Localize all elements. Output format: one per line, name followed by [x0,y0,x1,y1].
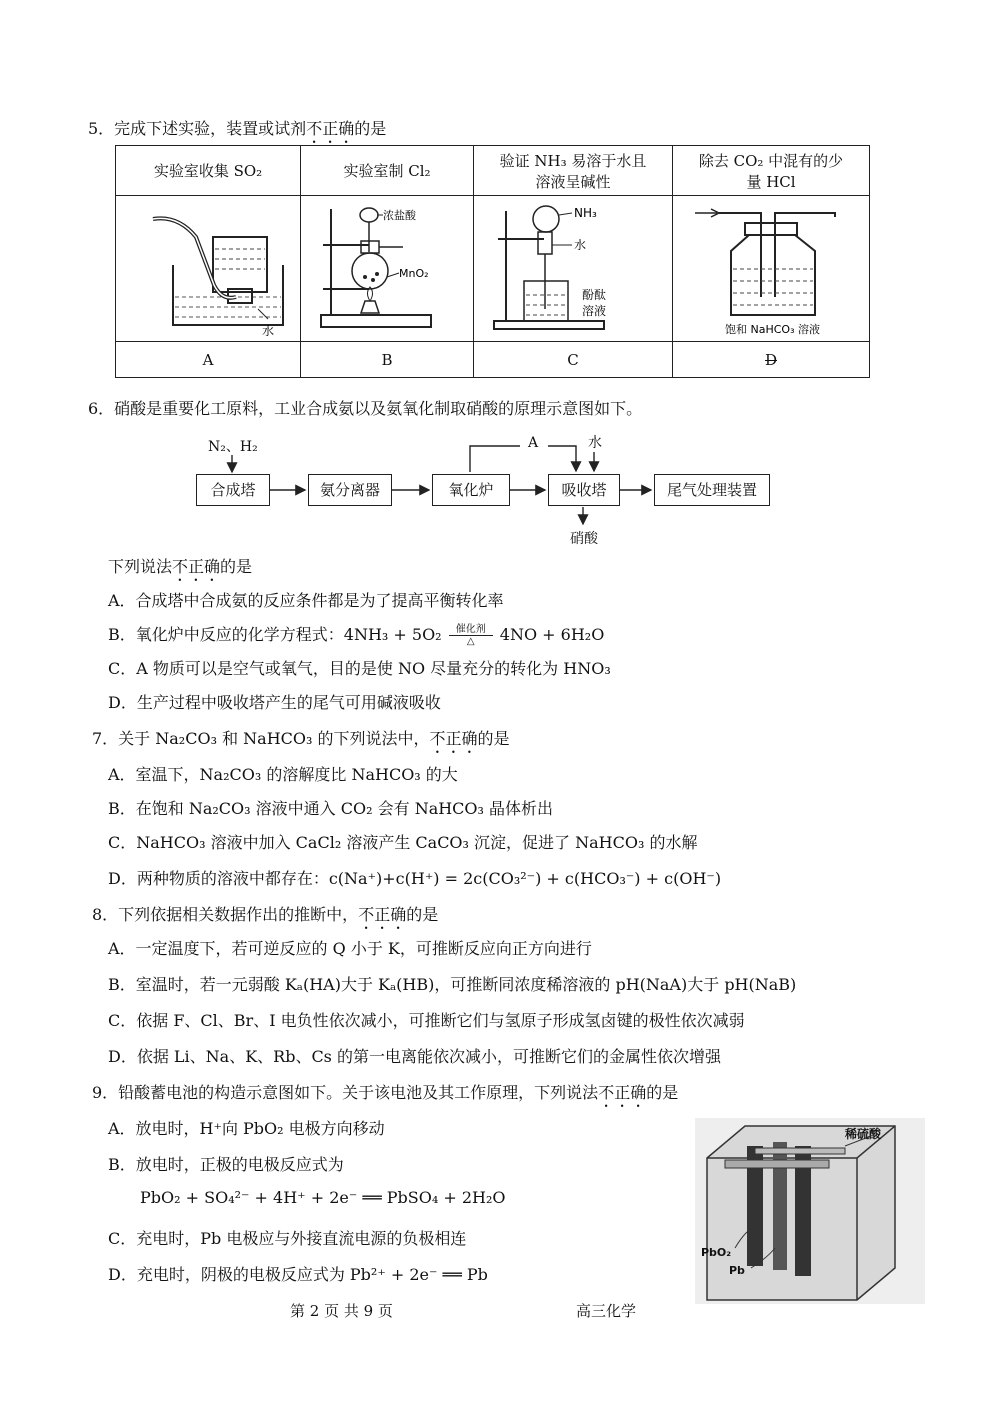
q6-prompt: 下列说法不正确的是 [108,557,253,576]
acid-label-battery: 稀硫酸 [845,1127,882,1141]
q5-stem: 5．完成下述实验，装置或试剂不正确的是 [88,119,387,138]
q8-stem: 8．下列依据相关数据作出的推断中，不正确的是 [92,905,439,924]
q5-label-d: D [673,342,870,378]
flow-water-label: 水 [588,435,602,451]
q6-option-a: A．合成塔中合成氨的反应条件都是为了提高平衡转化率 [108,591,504,610]
q9-option-b: B．放电时，正极的电极反应式为 [108,1155,344,1174]
water-label-c: 水 [574,237,587,252]
indicator-label-2: 溶液 [582,303,607,318]
flow-output-label: 硝酸 [570,531,598,547]
flow-box-separator: 氨分离器 [308,474,392,506]
nahco3-label: 饱和 NaHCO₃ 溶液 [725,322,820,336]
q9-option-d: D．充电时，阴极的电极反应式为 Pb²⁺ + 2e⁻ ══ Pb [108,1265,488,1284]
q6-stem: 6．硝酸是重要化工原料，工业合成氨以及氨氧化制取硝酸的原理示意图如下。 [88,399,643,418]
pb-label: Pb [729,1264,745,1277]
q5-label-c: C [474,342,673,378]
q6-option-b: B．氧化炉中反应的化学方程式：4NH₃ + 5O₂ 催化剂 △ 4NO + 6H₂O [108,624,605,647]
q6-option-d: D．生产过程中吸收塔产生的尾气可用碱液吸收 [108,693,441,712]
nh3-label: NH₃ [574,205,597,220]
q5-header-b: 实验室制 Cl₂ [301,146,474,196]
acid-label: 浓盐酸 [383,208,416,222]
q8-option-a: A．一定温度下，若可逆反应的 Q 小于 K，可推断反应向正方向进行 [108,939,592,958]
page-number: 第 2 页 共 9 页 [290,1302,393,1320]
q7-option-c: C．NaHCO₃ 溶液中加入 CaCl₂ 溶液产生 CaCO₃ 沉淀，促进了 NaHCO₃ 的水解 [108,833,698,852]
q9-stem: 9．铅酸蓄电池的构造示意图如下。关于该电池及其工作原理，下列说法不正确的是 [92,1083,679,1102]
q5-label-a: A [116,342,301,378]
flow-box-oxidizer: 氧化炉 [432,474,510,506]
q5-header-a: 实验室收集 SO₂ [116,146,301,196]
flow-input: N₂、H₂ [208,439,258,455]
flow-a-label: A [528,435,539,451]
water-label: 水 [262,323,275,337]
flow-box-absorber: 吸收塔 [548,474,620,506]
q8-option-d: D．依据 Li、Na、K、Rb、Cs 的第一电离能依次减小，可推断它们的金属性依次增强 [108,1047,721,1066]
flow-box-tailgas: 尾气处理装置 [654,474,770,506]
pbo2-label: PbO₂ [701,1246,732,1259]
indicator-label-1: 酚酞 [582,287,607,302]
flow-arrows [0,0,992,560]
reaction-condition: 催化剂 △ [449,624,493,647]
q7-option-d: D．两种物质的溶液中都存在：c(Na⁺)+c(H⁺) = 2c(CO₃²⁻) + c(HCO₃⁻) + c(OH⁻) [108,869,722,888]
q7-option-a: A．室温下，Na₂CO₃ 的溶解度比 NaHCO₃ 的大 [108,765,458,784]
q7-option-b: B．在饱和 Na₂CO₃ 溶液中通入 CO₂ 会有 NaHCO₃ 晶体析出 [108,799,554,818]
q8-option-b: B．室温时，若一元弱酸 Kₐ(HA)大于 Kₐ(HB)，可推断同浓度稀溶液的 pH(NaA)大于 pH(NaB) [108,975,797,994]
q9-option-b-equation: PbO₂ + SO₄²⁻ + 4H⁺ + 2e⁻ ══ PbSO₄ + 2H₂O [140,1188,506,1207]
mno2-label: MnO₂ [399,266,429,280]
lead-acid-battery-figure [695,1118,925,1304]
q5-header-d: 除去 CO₂ 中混有的少 量 HCl [673,146,870,196]
q7-stem: 7．关于 Na₂CO₃ 和 NaHCO₃ 的下列说法中，不正确的是 [92,729,510,748]
q9-option-a: A．放电时，H⁺向 PbO₂ 电极方向移动 [108,1119,385,1138]
flow-box-synthesis: 合成塔 [196,474,270,506]
q5-header-c: 验证 NH₃ 易溶于水且 溶液呈碱性 [474,146,673,196]
q9-option-c: C．充电时，Pb 电极应与外接直流电源的负极相连 [108,1229,467,1248]
subject-label: 高三化学 [576,1302,637,1320]
q6-option-c: C．A 物质可以是空气或氧气，目的是使 NO 尽量充分的转化为 HNO₃ [108,659,611,678]
q8-option-c: C．依据 F、Cl、Br、I 电负性依次减小，可推断它们与氢原子形成氢卤键的极性依次减弱 [108,1011,745,1030]
q5-label-b: B [301,342,474,378]
